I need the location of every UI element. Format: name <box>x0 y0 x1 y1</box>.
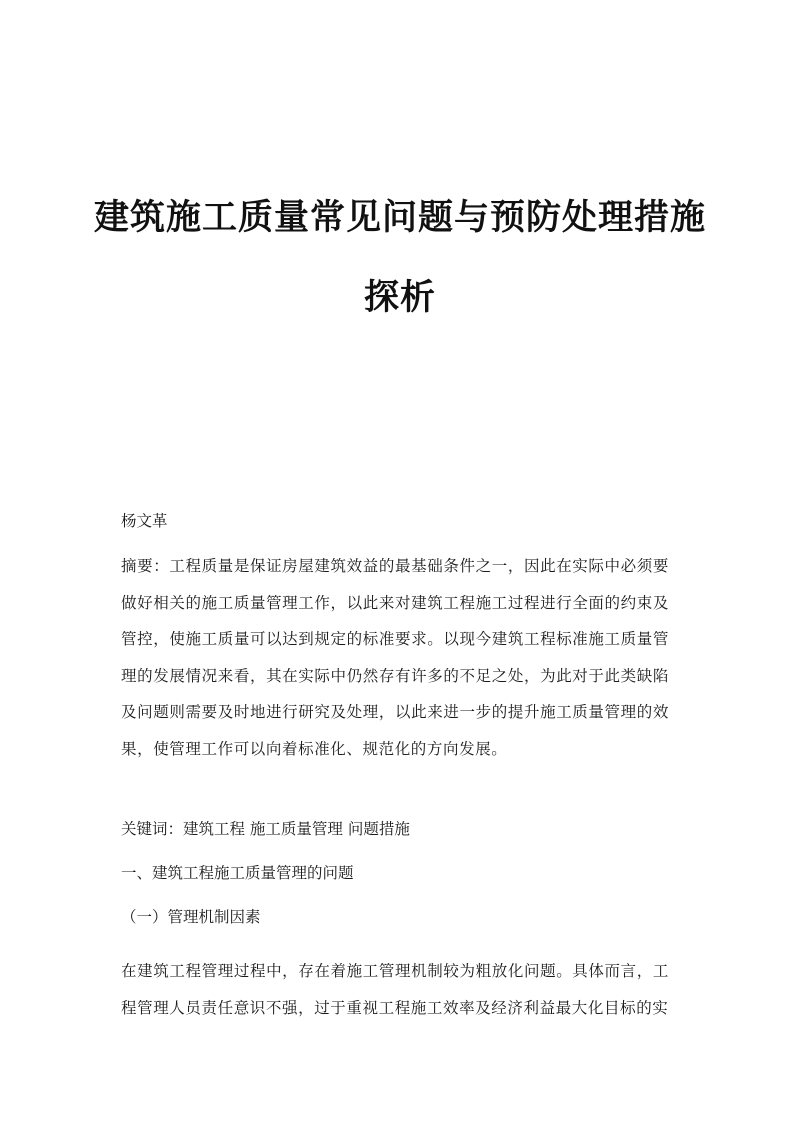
keywords-line: 关键词：建筑工程 施工质量管理 问题措施 <box>121 820 410 838</box>
document-title-line-1: 建筑施工质量常见问题与预防处理措施 <box>93 197 706 238</box>
subsection-heading: （一）管理机制因素 <box>121 908 261 926</box>
author-name: 杨文革 <box>121 512 168 530</box>
abstract-paragraph: 摘要：工程质量是保证房屋建筑效益的最基础条件之一，因此在实际中必须要做好相关的施工质量管理工作，以此来对建筑工程施工过程进行全面的约束及管控，使施工质量可以达到规定的标准要求。以现今建筑工程标准施工质量管理的发展情况来看，其在实际中仍然存有许多的不足之处，为此对于此类缺陷及问题则需要及时地进行研究及处理，以此来进一步的提升施工质量管理的效果，使管理工作可以向着标准化、规范化的方向发展。 <box>121 557 669 758</box>
section-heading: 一、建筑工程施工质量管理的问题 <box>121 864 354 882</box>
document-title-line-2: 探析 <box>363 277 436 318</box>
body-paragraph: 在建筑工程管理过程中，存在着施工管理机制较为粗放化问题。具体而言，工程管理人员责任意识不强，过于重视工程施工效率及经济利益最大化目标的实 <box>121 962 669 1017</box>
